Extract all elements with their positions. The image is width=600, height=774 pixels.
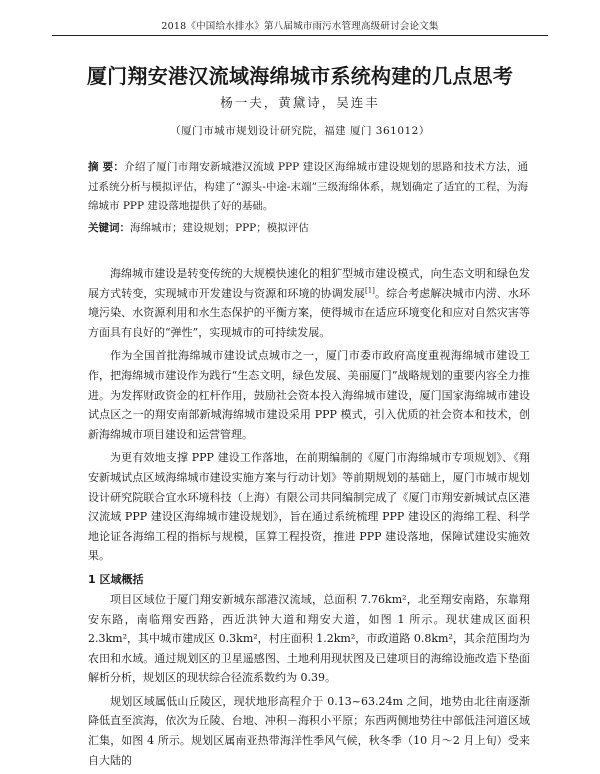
running-header: 2018《中国给水排水》第八届城市雨污水管理高级研讨会论文集 [161,21,439,32]
paragraph: 海绵城市建设是转变传统的大规模快速化的粗犷型城市建设模式，向生态文明和绿色发展方式转变，实现城市开发建设与资源和环境的协调发展[1]。综合考虑解决城市内涝、水环境污染、水资源利用和水生态保护的平衡方案，使得城市在适应环境变化和应对自然灾害等方面具有良好的“弹性”，实现城市的可持续发展。 [88,267,531,339]
keywords-label: 关键词： [88,222,130,234]
keywords [88,220,528,235]
paragraph: 项目区域位于厦门翔安新城东部港汉流域，总面积 7.76km²，北至翔安南路，东靠翔安东路，南临翔安西路，西近洪钟大道和翔安大道，如图 1 所示。现状建成区面积 2.3km²，其中城市建成区 0.3km²，村庄面积 1.2km²，市政道路 0.8km²，其余范围均为农田和水域。通过规划区的卫星遥感图、土地利用现状图及已建项目的海绵设施改造下垫面解析分析，规划区的现状综合径流系数约为 0.39。 [88,592,530,685]
keywords-text: 海绵城市；建设规划；PPP；模拟评估 [130,222,309,234]
paragraph: 为更有效地支撑 PPP 建设工作落地，在前期编制的《厦门市海绵城市专项规划》、《翔安新城试点区域海绵城市建设实施方案与行动计划》等前期规划的基础上，厦门市城市规划设计研究院联合宜水环境科技（上海）有限公司共同编制完成了《厦门市翔安新城试点区港汉流域 PPP 建设区海绵城市建设规划》，旨在通过系统梳理 PPP 建设区的海绵工程、科学地论证各海绵工程的指标与规模，匡算工程投资，推进 PPP 建设落地，保障试建设实施效果。 [88,451,530,563]
affiliation: （厦门市城市规划设计研究院，福建 厦门 361012） [170,125,430,137]
paragraph: 作为全国首批海绵城市建设试点城市之一，厦门市委市政府高度重视海绵城市建设工作，把海绵城市建设作为践行“生态文明，绿色发展、美丽厦门”战略规划的重要内容全力推进。为发挥财政资金的杠杆作用，鼓励社会资本投入海绵城市建设，厦门国家海绵城市建设试点区之一的翔安南部新城海绵城市建设采用 PPP 模式，引入优质的社会资本和技术，创新海绵城市项目建设和运营管理。 [88,349,530,441]
abstract-label: 摘 要： [88,161,125,173]
section-heading: 1 区域概括 [88,572,144,586]
abstract-text: 介绍了厦门市翔安新城港汉流域 PPP 建设区海绵城市建设规划的思路和技术方法，通过系统分析与模拟评估，构建了“源头-中途-末端”三级海绵体系，规划确定了适宜的工程，为海绵城市 PPP 建设落地提供了好的基础。 [88,161,528,212]
citation: [1] [364,285,375,294]
paper-title: 厦门翔安港汉流域海绵城市系统构建的几点思考 [86,64,514,88]
authors: 杨一夫，黄黛诗，吴连丰 [220,95,380,110]
paragraph: 规划区域属低山丘陵区，现状地形高程介于 0.13~63.24m 之间，地势由北往南逐渐降低直至滨海，依次为丘陵、台地、冲积－海积小平原；东西两侧地势往中部低洼河道区域汇集，如图 4 所示。规划区属南亚热带海洋性季风气候，秋冬季（10 月～2 月上旬）受来自大陆的 [88,694,530,767]
body-text [88,264,530,774]
header-divider [52,35,548,36]
abstract [88,158,528,217]
